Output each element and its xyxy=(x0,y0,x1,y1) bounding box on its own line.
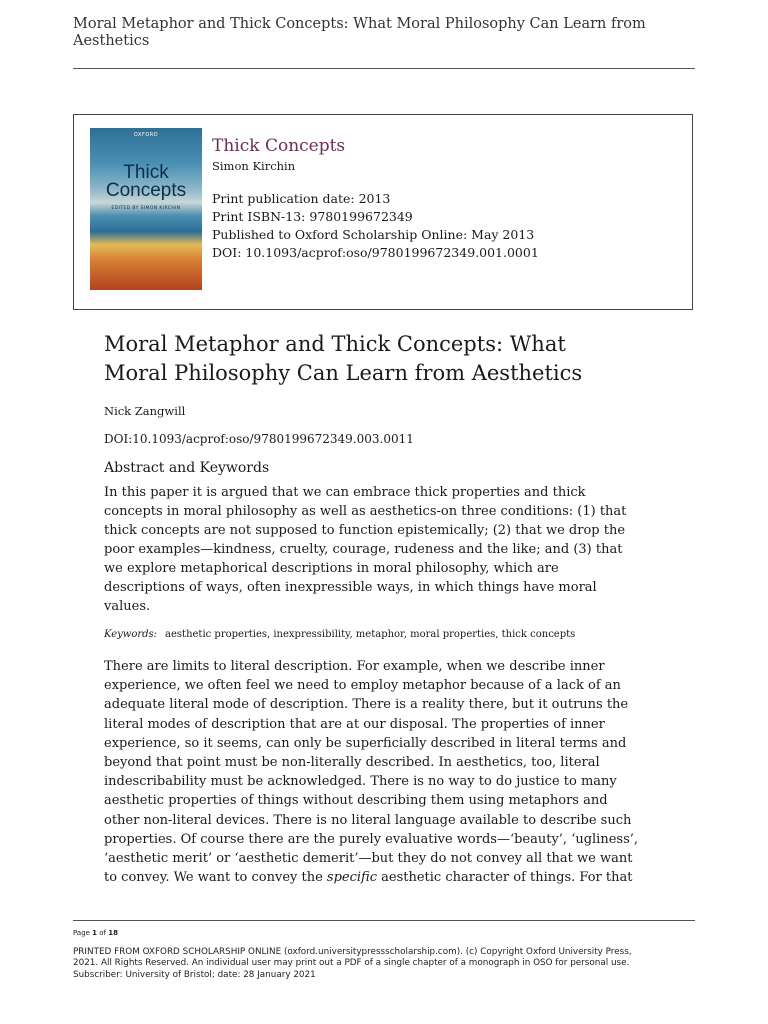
abstract-line: descriptions of ways, often inexpressible ways, in which things have moral xyxy=(104,580,597,595)
notice-line: Subscriber: University of Bristol; date: 28 January 2021 xyxy=(73,969,316,980)
page-number xyxy=(73,929,695,937)
book-metadata xyxy=(212,135,682,262)
body-line xyxy=(104,868,664,887)
notice-line: PRINTED FROM OXFORD SCHOLARSHIP ONLINE (oxford.universitypressscholarship.com). (c) Copyright Oxford University Press, xyxy=(73,947,632,957)
abstract-line: values. xyxy=(104,599,151,614)
article-doi: DOI:10.1093/acprof:oso/9780199672349.003.0011 xyxy=(104,432,414,446)
body-line: aesthetic properties of things without describing them using metaphors and xyxy=(104,793,608,809)
page-current: 1 xyxy=(92,929,98,937)
page-of: of xyxy=(97,929,109,937)
book-cover-image[interactable] xyxy=(90,128,202,290)
abstract-line: In this paper it is argued that we can embrace thick properties and thick xyxy=(104,485,586,500)
emphasized-word: specific xyxy=(326,870,377,886)
print-isbn: Print ISBN-13: 9780199672349 xyxy=(212,209,413,224)
body-line: literal modes of description that are at our disposal. The properties of inner xyxy=(104,716,605,732)
article-title-line: Moral Metaphor and Thick Concepts: What xyxy=(104,332,566,356)
body-text xyxy=(104,657,664,887)
print-notice xyxy=(73,947,695,981)
article-title xyxy=(104,330,664,388)
abstract-text xyxy=(104,483,664,616)
abstract-line: we explore metaphorical descriptions in moral philosophy, which are xyxy=(104,561,559,576)
book-doi: DOI: 10.1093/acprof:oso/9780199672349.001.0001 xyxy=(212,245,539,260)
running-header: Moral Metaphor and Thick Concepts: What Moral Philosophy Can Learn from Aesthetics xyxy=(73,16,646,49)
body-line: properties. Of course there are the purely evaluative words—‘beauty’, ‘ugliness’, xyxy=(104,831,639,847)
book-info-box xyxy=(73,114,693,310)
body-line: other non-literal devices. There is no literal language available to describe such xyxy=(104,812,632,828)
page-total: 18 xyxy=(108,929,118,937)
body-line: beyond that point must be non-literally described. In aesthetics, too, literal xyxy=(104,755,600,771)
header-divider xyxy=(73,68,695,69)
article-author: Nick Zangwill xyxy=(104,404,186,418)
body-line: experience, we often feel we need to employ metaphor because of a lack of an xyxy=(104,678,621,694)
body-line: indescribability must be acknowledged. There is no way to do justice to many xyxy=(104,774,617,790)
cover-title-line: Concepts xyxy=(105,180,187,201)
book-author: Simon Kirchin xyxy=(212,159,296,173)
article-title-line: Moral Philosophy Can Learn from Aesthetics xyxy=(104,361,583,385)
cover-editor: EDITED BY SIMON KIRCHIN xyxy=(111,206,181,211)
article xyxy=(104,330,664,887)
abstract-line: poor examples—kindness, cruelty, courage, rudeness and the like; and (3) that xyxy=(104,542,623,557)
print-publication-date: Print publication date: 2013 xyxy=(212,191,391,206)
cover-publisher: OXFORD xyxy=(133,132,159,138)
body-line-text: aesthetic character of things. For that xyxy=(377,870,633,886)
abstract-line: thick concepts are not supposed to function epistemically; (2) that we drop the xyxy=(104,523,626,538)
footer-divider xyxy=(73,920,695,921)
page-label: Page xyxy=(73,929,93,937)
body-line: There are limits to literal description. For example, when we describe inner xyxy=(104,659,605,674)
body-line: experience, so it seems, can only be superficially described in literal terms and xyxy=(104,735,627,751)
notice-line: 2021. All Rights Reserved. An individual user may print out a PDF of a single chapter of a monograph in OSO for personal use. xyxy=(73,958,630,969)
keywords-list: aesthetic properties, inexpressibility, metaphor, moral properties, thick concepts xyxy=(165,629,576,640)
keywords xyxy=(104,628,664,642)
body-line: ‘aesthetic merit’ or ‘aesthetic demerit’—but they do not convey all that we want xyxy=(104,851,633,867)
book-title-link[interactable]: Thick Concepts xyxy=(212,136,346,156)
body-line-text: to convey. We want to convey the xyxy=(104,870,327,886)
keywords-label: Keywords: xyxy=(104,629,158,640)
published-online: Published to Oxford Scholarship Online: May 2013 xyxy=(212,227,535,242)
cover-title-line: Thick xyxy=(123,162,169,183)
abstract-heading: Abstract and Keywords xyxy=(104,460,270,476)
body-line: adequate literal mode of description. There is a reality there, but it outruns the xyxy=(104,697,629,713)
cover-title xyxy=(96,164,196,200)
abstract-line: concepts in moral philosophy as well as aesthetics-on three conditions: (1) that xyxy=(104,504,627,519)
